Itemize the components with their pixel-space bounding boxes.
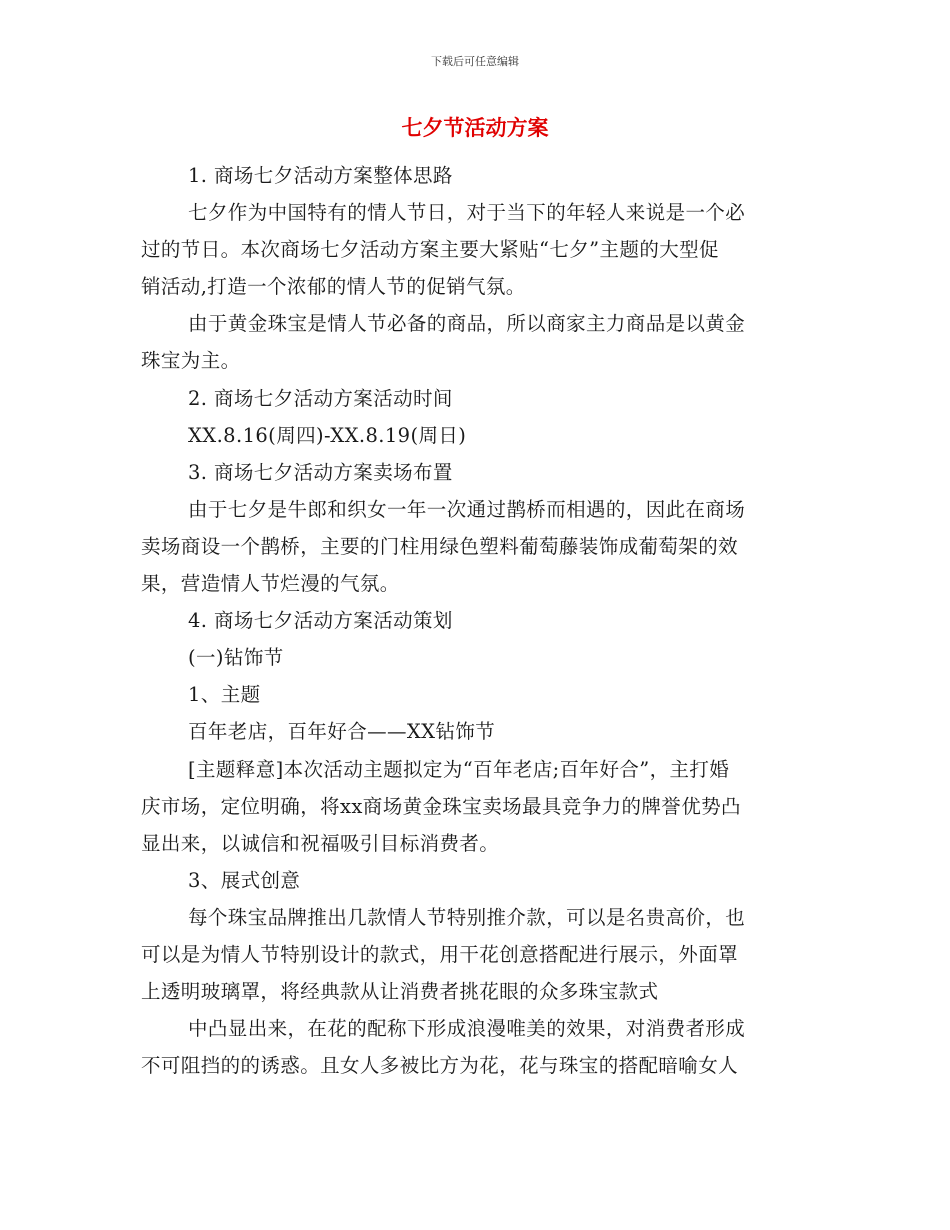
paragraph-line: [主题释意]本次活动主题拟定为“百年老店;百年好合”，主打婚 (188, 757, 730, 781)
paragraph-line: 2. 商场七夕活动方案活动时间 (188, 386, 453, 410)
paragraph-line: (一)钻饰节 (188, 646, 284, 670)
paragraph-line: 上透明玻璃罩，将经典款从让消费者挑花眼的众多珠宝款式 (141, 980, 659, 1004)
paragraph-line: 显出来，以诚信和祝福吸引目标消费者。 (141, 831, 500, 855)
paragraph-line: 每个珠宝品牌推出几款情人节特别推介款，可以是名贵高价，也 (188, 905, 746, 929)
paragraph-line: 1. 商场七夕活动方案整体思路 (188, 164, 453, 187)
paragraph-line: 由于黄金珠宝是情人节必备的商品，所以商家主力商品是以黄金 (188, 312, 746, 336)
paragraph-line: 卖场商设一个鹊桥，主要的门柱用绿色塑料葡萄藤装饰成葡萄架的效 (141, 534, 739, 558)
paragraph-line: 不可阻挡的的诱惑。且女人多被比方为花，花与珠宝的搭配暗喻女人 (141, 1054, 739, 1078)
paragraph-line: 过的节日。本次商场七夕活动方案主要大紧贴“七夕”主题的大型促 (141, 238, 719, 262)
paragraph-line: XX.8.16(周四)-XX.8.19(周日) (188, 423, 467, 447)
paragraph-line: 庆市场，定位明确，将xx商场黄金珠宝卖场最具竞争力的牌誉优势凸 (141, 794, 741, 818)
paragraph-line: 七夕作为中国特有的情人节日，对于当下的年轻人来说是一个必 (188, 201, 746, 225)
document-title: 七夕节活动方案 (401, 116, 549, 140)
paragraph-line: 4. 商场七夕活动方案活动策划 (188, 609, 453, 633)
paragraph-line: 3、展式创意 (188, 868, 301, 892)
header-note: 下载后可任意编辑 (431, 55, 519, 68)
paragraph-line: 百年老店，百年好合——XX钻饰节 (188, 720, 496, 744)
document-body (141, 157, 801, 1084)
paragraph-line: 销活动,打造一个浓郁的情人节的促销气氛。 (141, 275, 526, 299)
paragraph-line: 3. 商场七夕活动方案卖场布置 (188, 460, 453, 484)
paragraph-line: 果，营造情人节烂漫的气氛。 (141, 572, 400, 596)
paragraph-line: 可以是为情人节特别设计的款式，用干花创意搭配进行展示，外面罩 (141, 942, 739, 966)
paragraph-line: 1、主题 (188, 683, 261, 707)
paragraph-line: 由于七夕是牛郎和织女一年一次通过鹊桥而相遇的，因此在商场 (188, 497, 746, 521)
paragraph-line: 珠宝为主。 (141, 349, 241, 373)
paragraph-line: 中凸显出来，在花的配称下形成浪漫唯美的效果，对消费者形成 (188, 1017, 746, 1041)
